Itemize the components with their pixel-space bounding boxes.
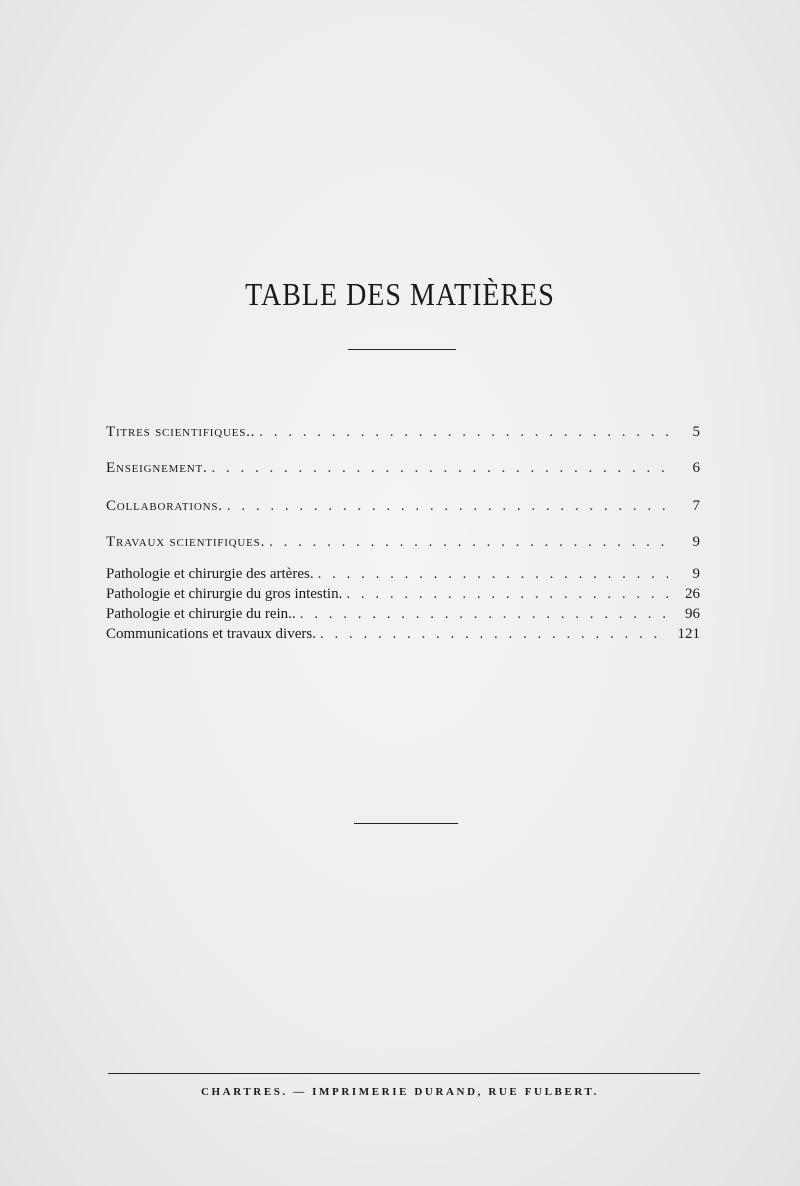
toc-entry	[106, 498, 700, 515]
dot-leader	[269, 534, 668, 551]
toc-entry-label: Collaborations.	[106, 498, 223, 514]
toc-entry	[106, 586, 700, 603]
dot-leader	[300, 606, 668, 623]
dot-leader	[259, 424, 668, 441]
toc-entry-label: Enseignement.	[106, 460, 208, 476]
toc-entry-label: Pathologie et chirurgie du gros intestin.	[106, 586, 343, 602]
dot-leader	[346, 586, 668, 603]
toc-entry-label: Communications et travaux divers.	[106, 626, 316, 642]
toc-entry	[106, 534, 700, 551]
toc-entry-label: Pathologie et chirurgie des artères.	[106, 566, 314, 582]
toc-entry-label: Titres scientifiques..	[106, 424, 256, 440]
page-title: TABLE DES MATIÈRES	[245, 278, 555, 313]
toc-entry-page: 9	[692, 566, 700, 582]
toc-entry-page: 121	[677, 626, 700, 642]
footer-rule	[108, 1073, 700, 1074]
title-divider	[348, 349, 456, 350]
dot-leader	[227, 498, 668, 515]
toc-entry-page: 6	[692, 460, 700, 476]
printer-imprint: CHARTRES. — IMPRIMERIE DURAND, RUE FULBERT.	[200, 1086, 600, 1098]
toc-entry	[106, 424, 700, 441]
dot-leader	[318, 566, 668, 583]
toc-entry	[106, 566, 700, 583]
dot-leader	[212, 460, 668, 477]
toc-entry	[106, 606, 700, 623]
toc-entry-page: 96	[685, 606, 700, 622]
toc-entry-page: 5	[692, 424, 700, 440]
toc-entry-label: Pathologie et chirurgie du rein..	[106, 606, 296, 622]
section-divider	[354, 823, 458, 824]
toc-entry-page: 26	[685, 586, 700, 602]
toc-entry	[106, 626, 700, 643]
toc-entry	[106, 460, 700, 477]
toc-entry-page: 7	[692, 498, 700, 514]
toc-entry-page: 9	[692, 534, 700, 550]
toc-entry-label: Travaux scientifiques.	[106, 534, 266, 550]
dot-leader	[320, 626, 668, 643]
